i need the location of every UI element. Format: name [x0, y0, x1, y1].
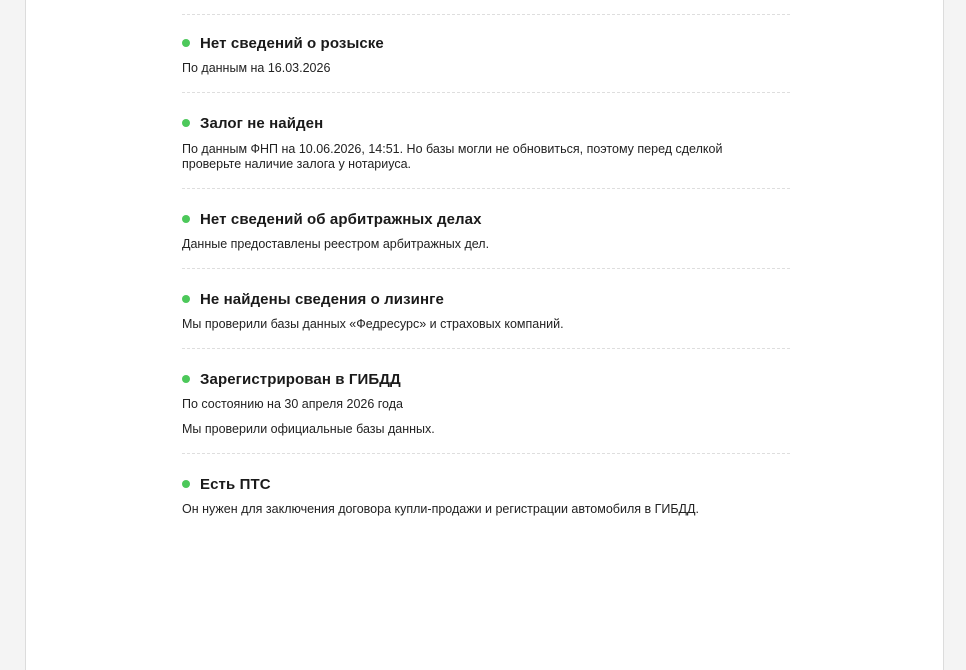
check-title: Нет сведений о розыске	[200, 34, 384, 52]
check-title-row	[182, 369, 790, 389]
check-text: По данным ФНП на 10.06.2026, 14:51. Но базы могли не обновиться, поэтому перед сделкой проверьте наличие залога у нотариуса.	[182, 142, 723, 171]
check-title: Есть ПТС	[200, 475, 271, 493]
check-text: Данные предоставлены реестром арбитражных дел.	[182, 237, 490, 251]
check-arbitration	[182, 189, 790, 268]
check-pts	[182, 454, 790, 533]
check-text: По данным на 16.03.2026	[182, 61, 331, 75]
check-registration	[182, 349, 790, 453]
report-page	[25, 0, 944, 670]
status-ok-icon	[182, 295, 190, 303]
check-text: Он нужен для заключения договора купли-продажи и регистрации автомобиля в ГИБДД.	[182, 502, 699, 516]
check-title-row	[182, 33, 790, 53]
check-title-row	[182, 209, 790, 229]
checks-list	[182, 14, 790, 533]
check-text: По состоянию на 30 апреля 2026 года	[182, 397, 403, 411]
check-text: Мы проверили официальные базы данных.	[182, 422, 435, 436]
check-wanted	[182, 15, 790, 92]
check-text: Мы проверили базы данных «Федресурс» и страховых компаний.	[182, 317, 564, 331]
status-ok-icon	[182, 39, 190, 47]
status-ok-icon	[182, 480, 190, 488]
check-title: Не найдены сведения о лизинге	[200, 290, 444, 308]
check-title-row	[182, 113, 790, 133]
check-title: Залог не найден	[200, 114, 324, 132]
check-leasing	[182, 269, 790, 348]
check-title: Зарегистрирован в ГИБДД	[200, 370, 401, 388]
status-ok-icon	[182, 119, 190, 127]
check-title-row	[182, 474, 790, 494]
check-title: Нет сведений об арбитражных делах	[200, 210, 482, 228]
status-ok-icon	[182, 375, 190, 383]
check-pledge	[182, 93, 790, 188]
check-title-row	[182, 289, 790, 309]
status-ok-icon	[182, 215, 190, 223]
